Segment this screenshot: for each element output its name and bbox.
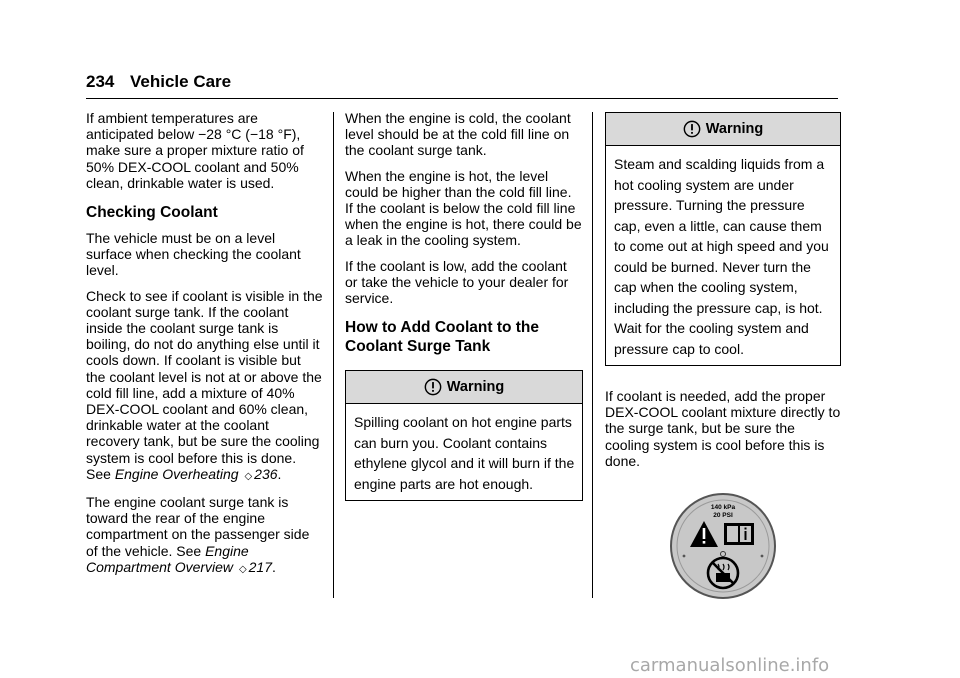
warning-body: Steam and scalding liquids from a hot cooling system are under pressure. Turning the pressure cap, even a little, can cause them to come out at high speed and you could be burned. Never turn the cap when the cooling system, including the pressure cap, is hot. Wait for the cooling system and pressure cap to cool. xyxy=(614,156,829,357)
paragraph-add-coolant: If coolant is needed, add the proper DEX-COOL coolant mixture directly to the surge tank, but be sure the cooling system is cool before this is done. xyxy=(605,388,841,469)
warning-body: Spilling coolant on hot engine parts can burn you. Coolant contains ethylene glycol and it will burn if the engine parts are hot enough. xyxy=(354,414,575,492)
heading-checking-coolant: Checking Coolant xyxy=(86,204,218,222)
cap-manual-icon xyxy=(724,523,754,545)
warning-title: Warning xyxy=(705,120,764,137)
heading-add-coolant: How to Add Coolant to the Coolant Surge Tank xyxy=(345,319,539,356)
warning-box-spilling xyxy=(345,370,583,501)
pressure-cap-icon xyxy=(668,491,778,601)
reference-arrow-icon: ◇ xyxy=(244,470,253,482)
page-number: 234 xyxy=(86,72,115,91)
paragraph-check-coolant: Check to see if coolant is visible in the coolant surge tank. If the coolant inside the coolant surge tank is boiling, do not do anything else until it cools down. If coolant is visible but the coolant level is not at or above the cold fill line, add a mixture of 40% DEX-COOL coolant and 60% clean, drinkable water at the coolant recovery tank, but be sure the cooling system is cool before this is done. See Engine Overheating ◇ 236. xyxy=(86,288,324,485)
surge-tank-location-text: The engine coolant surge tank is toward the rear of the engine compartment on the passenger side of the vehicle. See xyxy=(86,494,310,559)
watermark: carmanualsonline.info xyxy=(630,655,830,676)
paragraph-engine-cold: When the engine is cold, the coolant level should be at the cold fill line on the coolant surge tank. xyxy=(345,110,571,159)
column-divider-1 xyxy=(333,112,334,598)
warning-triangle-icon xyxy=(683,120,701,138)
warning-box-steam xyxy=(605,112,841,366)
header-rule xyxy=(86,98,838,99)
reference-arrow-icon: ◇ xyxy=(238,563,247,575)
page-ref-engine-compartment[interactable]: 217 xyxy=(248,558,272,575)
warning-triangle-icon xyxy=(424,378,442,396)
paragraph-level-surface: The vehicle must be on a level surface when checking the coolant level. xyxy=(86,230,301,279)
warning-header xyxy=(346,371,582,404)
cap-pressure-psi: 20 PSI xyxy=(713,512,733,520)
paragraph-surge-tank-location: The engine coolant surge tank is toward the rear of the engine compartment on the passenger side of the vehicle. See Engine Compartment Overview ◇ 217. xyxy=(86,494,324,578)
warning-header xyxy=(606,113,840,146)
link-engine-overheating[interactable]: Engine Overheating xyxy=(114,465,239,482)
warning-title: Warning xyxy=(446,379,505,396)
column-1 xyxy=(86,110,324,587)
paragraph-coolant-low: If the coolant is low, add the coolant or take the vehicle to your dealer for service. xyxy=(345,257,569,307)
intro-paragraph: If ambient temperatures are anticipated below −28 °C (−18 °F), make sure a proper mixture ratio of 50% DEX-COOL coolant and 50% clean, drinkable water is used. xyxy=(86,110,304,191)
check-coolant-text: Check to see if coolant is visible in the coolant surge tank. If the coolant inside the coolant surge tank is boiling, do not do anything else until it cools down. If coolant is visible but the coolant level is not at or above the cold fill line, add a mixture of 40% DEX-COOL coolant and 60% clean, drinkable water at the coolant recovery tank, but be sure the cooling system is cool before this is done. See xyxy=(86,287,323,482)
cap-pressure-kpa: 140 kPa xyxy=(710,504,736,512)
column-2 xyxy=(345,110,583,513)
link-engine-compartment-overview[interactable]: Engine Compartment Overview xyxy=(86,542,249,575)
paragraph-engine-hot: When the engine is hot, the level could be higher than the cold fill line. If the coolant is below the cold fill line when the engine is hot, there could be a leak in the cooling system. xyxy=(345,167,582,249)
page-ref-engine-overheating[interactable]: 236 xyxy=(254,465,278,482)
column-3 xyxy=(605,110,841,604)
section-title: Vehicle Care xyxy=(130,72,232,91)
pressure-cap-illustration xyxy=(605,491,841,604)
column-divider-2 xyxy=(592,112,593,598)
